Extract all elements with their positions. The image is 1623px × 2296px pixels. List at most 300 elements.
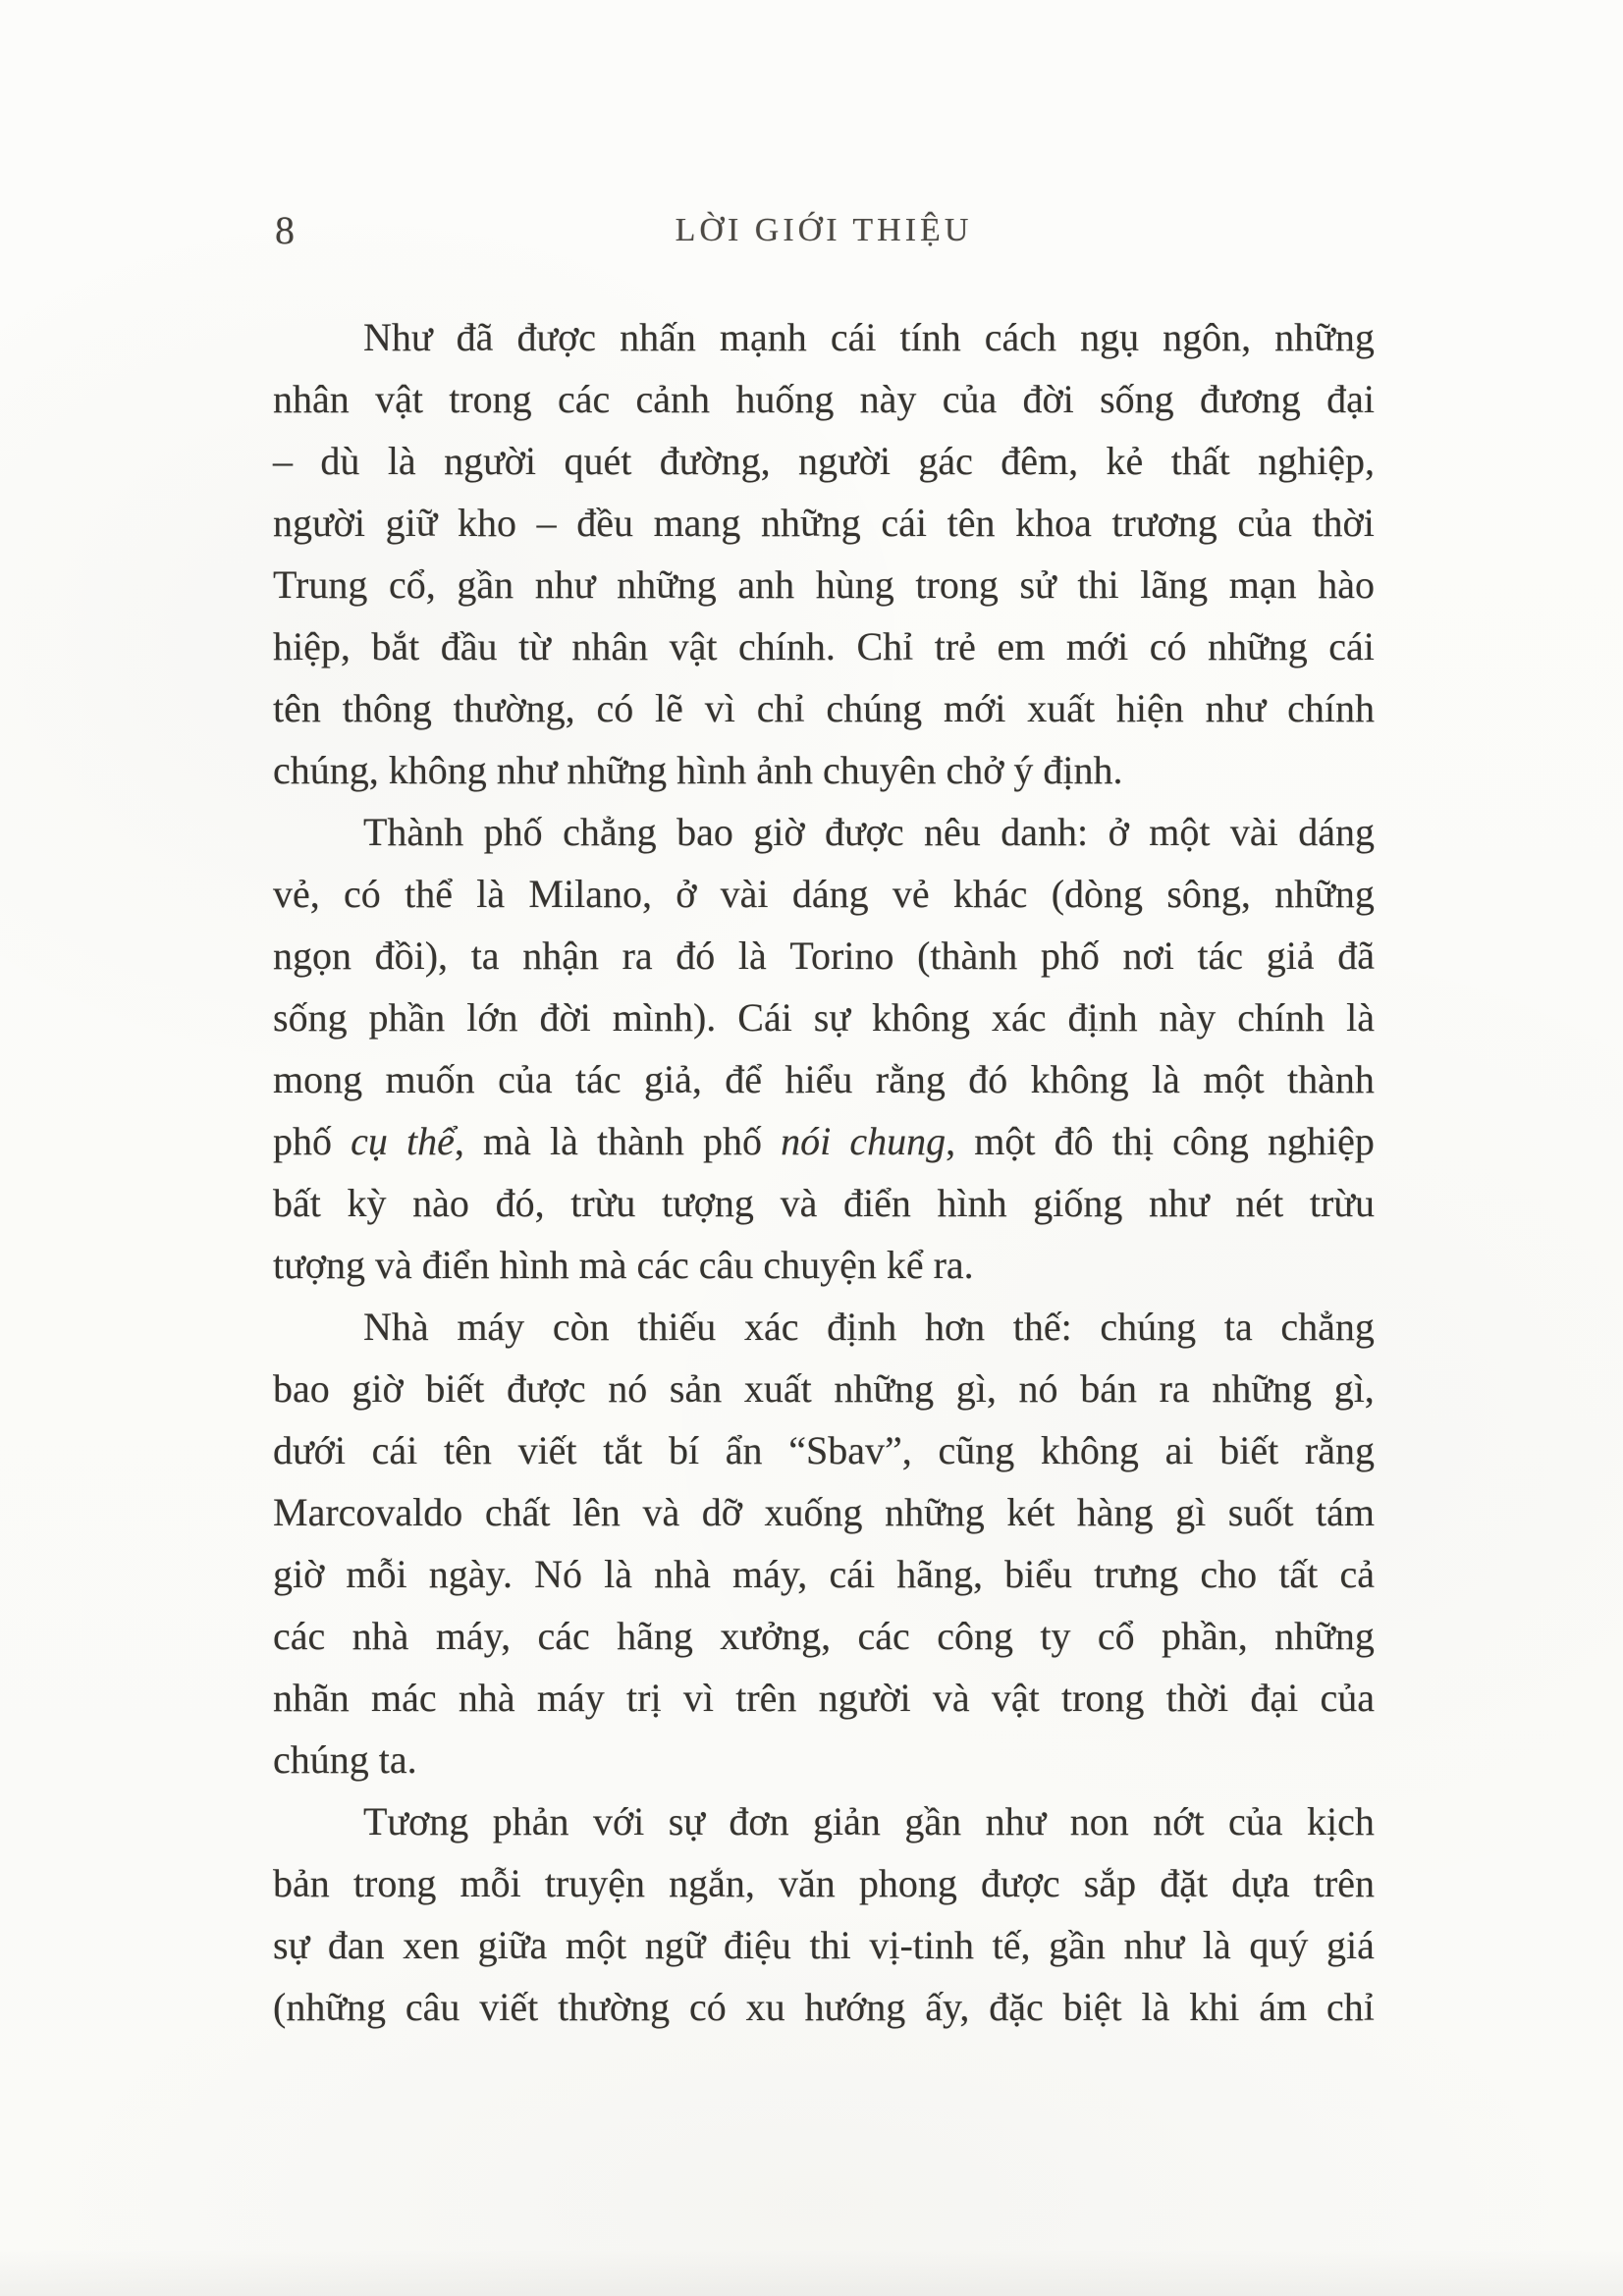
word: bao	[676, 810, 733, 854]
word: máy,	[435, 1614, 512, 1658]
running-header	[273, 201, 1375, 260]
word: ngày.	[428, 1552, 513, 1596]
word: giả,	[644, 1057, 702, 1101]
word: thông	[342, 686, 432, 730]
word: vì	[682, 1676, 714, 1720]
word: nghiệp	[1268, 1119, 1375, 1163]
word: Marcovaldo	[273, 1490, 463, 1534]
word: gì	[1175, 1490, 1207, 1534]
word: mỗi	[460, 1861, 521, 1905]
word: mà	[483, 1119, 531, 1163]
word: chỉ	[1325, 1985, 1375, 2029]
word: máy,	[732, 1552, 808, 1596]
word: cả	[1339, 1552, 1375, 1596]
word: như	[534, 562, 596, 607]
word: nhân	[273, 377, 350, 421]
word: gần	[904, 1799, 962, 1843]
word: khoa	[1015, 501, 1092, 545]
word: tượng	[661, 1181, 754, 1225]
word: kịch	[1306, 1799, 1375, 1843]
word: các	[557, 377, 611, 421]
word: Milano,	[528, 872, 652, 916]
word: nó	[608, 1366, 648, 1411]
word: sự	[273, 1923, 310, 1967]
word: các	[537, 1614, 590, 1658]
word: thất	[1170, 439, 1230, 483]
word: được	[825, 810, 904, 854]
word: và	[932, 1676, 970, 1720]
word: ấy,	[925, 1985, 970, 2029]
word: mác	[371, 1676, 437, 1720]
text-line	[273, 925, 1375, 987]
word: có	[1149, 624, 1187, 668]
word: muốn	[385, 1057, 475, 1101]
word: sản	[669, 1366, 723, 1411]
word: rằng	[1304, 1428, 1375, 1472]
word: tên	[443, 1428, 492, 1472]
word: trên	[1313, 1861, 1375, 1905]
text-line	[273, 615, 1375, 677]
word: trừu	[1309, 1181, 1375, 1225]
word: ra	[1159, 1366, 1190, 1411]
word: giá	[1325, 1923, 1375, 1967]
word: câu	[405, 1985, 460, 2029]
body-text	[273, 306, 1375, 2038]
word: kỳ	[347, 1181, 387, 1225]
text-line	[273, 1172, 1375, 1234]
word: huống	[735, 377, 835, 421]
word: ngụ	[1080, 315, 1140, 359]
word: đời	[1022, 377, 1074, 421]
word: (thành	[917, 934, 1018, 978]
word: –	[536, 501, 557, 545]
word: tất	[1278, 1552, 1319, 1596]
word: bí	[668, 1428, 700, 1472]
word: rằng	[875, 1057, 946, 1101]
word: được	[516, 315, 597, 359]
word: những	[1274, 315, 1375, 359]
word: này	[1159, 995, 1217, 1040]
word: trừu	[570, 1181, 636, 1225]
word: ngắn,	[669, 1861, 755, 1905]
word: thị	[1111, 1119, 1154, 1163]
word: nhận	[522, 934, 599, 978]
word: trưng	[1094, 1552, 1179, 1596]
word: từ	[518, 624, 551, 668]
word: ám	[1259, 1985, 1308, 2029]
word: và	[642, 1490, 680, 1534]
word: biết	[425, 1366, 485, 1411]
word: dáng	[791, 872, 869, 916]
word: đương	[1199, 377, 1301, 421]
word: cách	[984, 315, 1057, 359]
word: có	[688, 1985, 727, 2029]
word: biết	[1219, 1428, 1279, 1472]
scan-shadow	[0, 2249, 1623, 2296]
word: như	[1205, 686, 1267, 730]
word: cái	[829, 1552, 876, 1596]
word: đầu	[440, 624, 498, 668]
word: gì,	[955, 1366, 997, 1411]
word: vật	[991, 1676, 1040, 1720]
word: có	[344, 872, 381, 916]
word: thể	[405, 872, 453, 916]
word: dựa	[1231, 1861, 1290, 1905]
word: mang	[653, 501, 741, 545]
word: hướng	[804, 1985, 906, 2029]
word: chúng	[1100, 1305, 1197, 1349]
word: trị	[626, 1676, 662, 1720]
word: cái	[881, 501, 927, 545]
word: những	[1274, 872, 1375, 916]
word: mới	[1065, 624, 1129, 668]
word: thời	[1165, 1676, 1229, 1720]
word: đô	[1054, 1119, 1094, 1163]
word: cũng	[938, 1428, 1015, 1472]
word: tính	[899, 315, 961, 359]
word: máy	[536, 1676, 605, 1720]
word: hình	[937, 1181, 1007, 1225]
word: xuống	[764, 1490, 863, 1534]
word: công	[937, 1614, 1013, 1658]
text-line	[273, 1358, 1375, 1419]
word: thường	[558, 1985, 671, 2029]
word: gần	[1049, 1923, 1106, 1967]
text-line: tượng và điển hình mà các câu chuyện kể ra.	[273, 1243, 974, 1287]
word: là	[604, 1552, 632, 1596]
word: dù	[320, 439, 360, 483]
word: nó	[1018, 1366, 1058, 1411]
word: cổ,	[388, 562, 436, 607]
word: sông,	[1166, 872, 1251, 916]
word: các	[273, 1614, 326, 1658]
word: (những	[273, 1985, 386, 2029]
word: cụ	[351, 1119, 388, 1163]
word: giữ	[385, 501, 438, 545]
text-line	[273, 1419, 1375, 1481]
word: phần	[368, 995, 446, 1040]
word: mạn	[1228, 562, 1297, 607]
word: ngữ	[644, 1923, 706, 1967]
text-line	[273, 1481, 1375, 1543]
text-line	[273, 1605, 1375, 1667]
word: ty	[1040, 1614, 1071, 1658]
word: hãng,	[896, 1552, 983, 1596]
word: xuất	[1027, 686, 1096, 730]
word: phố	[273, 1119, 332, 1163]
word: cái	[371, 1428, 418, 1472]
text-line	[273, 863, 1375, 925]
word: phong	[858, 1861, 957, 1905]
word: đường,	[659, 439, 771, 483]
word: nớt	[1153, 1799, 1205, 1843]
word: dưới	[273, 1428, 346, 1472]
word: ai	[1164, 1428, 1194, 1472]
word: đã	[456, 315, 494, 359]
word: phố	[703, 1119, 763, 1163]
word: cảnh	[635, 377, 711, 421]
word: người	[273, 501, 365, 545]
word: nhấn	[620, 315, 696, 359]
word: mong	[273, 1057, 363, 1101]
word: (dòng	[1051, 872, 1144, 916]
word: đặc	[989, 1985, 1044, 2029]
word: hiểu	[784, 1057, 853, 1101]
word: ngọn	[273, 934, 352, 978]
word: của	[942, 377, 998, 421]
word: Chỉ	[856, 624, 914, 668]
word: thường,	[453, 686, 575, 730]
word: Trung	[273, 562, 368, 607]
word: để	[725, 1057, 763, 1101]
word: một	[1203, 1057, 1265, 1101]
word: chính.	[738, 624, 836, 668]
word: vì	[704, 686, 735, 730]
word: gác	[918, 439, 973, 483]
word: Thành	[363, 810, 464, 854]
word: nét	[1235, 1181, 1284, 1225]
word: ngôn,	[1163, 315, 1252, 359]
word: trương	[1111, 501, 1217, 545]
word: khác	[952, 872, 1028, 916]
text-line	[273, 368, 1375, 430]
word: hào	[1318, 562, 1375, 607]
paragraph	[273, 1296, 1375, 1790]
word: người	[818, 1676, 911, 1720]
word: hiệp,	[273, 624, 351, 668]
word: mới	[943, 686, 1006, 730]
word: khi	[1189, 1985, 1240, 2029]
word: giờ	[273, 1552, 325, 1596]
word: kẻ	[1106, 439, 1144, 483]
word: chẳng	[1280, 1305, 1375, 1349]
word: như	[1123, 1923, 1185, 1967]
word: két	[1006, 1490, 1055, 1534]
word: vẻ,	[273, 872, 320, 916]
word: giản	[813, 1799, 881, 1843]
word: hàng	[1076, 1490, 1154, 1534]
word: người	[444, 439, 537, 483]
word: kho	[457, 501, 516, 545]
word: không	[1040, 1428, 1139, 1472]
word: đồi),	[374, 934, 449, 978]
text-line: chúng, không như những hình ảnh chuyên chở ý định.	[273, 748, 1123, 792]
word: là	[1141, 1985, 1170, 2029]
word: Cái	[737, 995, 792, 1040]
word: định	[827, 1305, 897, 1349]
word: là	[550, 1119, 578, 1163]
word: xen	[403, 1923, 460, 1967]
word: đều	[576, 501, 633, 545]
word: những	[761, 501, 861, 545]
word: chính	[1287, 686, 1375, 730]
word: sự	[668, 1799, 705, 1843]
word: giờ	[352, 1366, 404, 1411]
word: vật	[669, 624, 718, 668]
word: quý	[1249, 1923, 1309, 1967]
word: đại	[1326, 377, 1375, 421]
word: là	[387, 439, 416, 483]
word: ở	[676, 872, 697, 916]
word: chẳng	[563, 810, 657, 854]
word: em	[997, 624, 1046, 668]
word: như	[985, 1799, 1047, 1843]
word: như	[1149, 1181, 1210, 1225]
word: đại	[1250, 1676, 1299, 1720]
word: tắt	[603, 1428, 643, 1472]
word: với	[592, 1799, 645, 1843]
word: xu	[745, 1985, 785, 2029]
word: những	[885, 1490, 985, 1534]
word: nhà	[654, 1552, 711, 1596]
word: xác	[991, 995, 1047, 1040]
word: những	[1208, 624, 1308, 668]
word: thiếu	[637, 1305, 717, 1349]
word: chung,	[849, 1119, 956, 1163]
text-line	[273, 677, 1375, 739]
text-line	[273, 987, 1375, 1048]
word: nhà	[352, 1614, 409, 1658]
word: một	[1149, 810, 1211, 854]
word: là	[1152, 1057, 1180, 1101]
word: trên	[735, 1676, 797, 1720]
word: một	[974, 1119, 1036, 1163]
text-line	[273, 306, 1375, 368]
word: phản	[492, 1799, 569, 1843]
word: quét	[564, 439, 632, 483]
word: tác	[574, 1057, 622, 1101]
word: tám	[1316, 1490, 1375, 1534]
word: gần	[457, 562, 514, 607]
paragraph	[273, 801, 1375, 1296]
word: lãng	[1140, 562, 1209, 607]
word: ở	[1108, 810, 1129, 854]
word: ta	[1223, 1305, 1253, 1349]
word: định	[1067, 995, 1138, 1040]
word: đêm,	[1001, 439, 1079, 483]
word: và	[780, 1181, 818, 1225]
word: sống	[273, 995, 348, 1040]
word: xưởng,	[720, 1614, 832, 1658]
word: là	[1202, 1923, 1231, 1967]
word: ta	[470, 934, 500, 978]
word: thi	[809, 1923, 851, 1967]
word: sự	[813, 995, 851, 1040]
word: nơi	[1122, 934, 1174, 978]
word: Nhà	[363, 1305, 429, 1349]
word: tên	[947, 501, 996, 545]
text-line	[273, 1296, 1375, 1358]
word: Tương	[363, 1799, 469, 1843]
word: cái	[830, 315, 877, 359]
word: đó	[676, 934, 716, 978]
text-line	[273, 492, 1375, 554]
word: sắp	[1083, 1861, 1137, 1905]
word: biệt	[1062, 1985, 1122, 2029]
text-line	[273, 1914, 1375, 1976]
word: ẩn	[725, 1428, 763, 1472]
word: những	[834, 1366, 935, 1411]
word: phố	[483, 810, 543, 854]
word: vài	[1229, 810, 1278, 854]
text-line	[273, 1048, 1375, 1110]
word: giờ	[753, 810, 805, 854]
text-line: chúng ta.	[273, 1737, 417, 1782]
word: đơn	[729, 1799, 789, 1843]
word: công	[1172, 1119, 1249, 1163]
word: máy	[457, 1305, 525, 1349]
word: được	[981, 1861, 1060, 1905]
word: những	[1212, 1366, 1313, 1411]
word: chỉ	[756, 686, 805, 730]
word: đó	[968, 1057, 1008, 1101]
word: phần,	[1162, 1614, 1248, 1658]
word: thi	[1077, 562, 1119, 607]
word: điệu	[724, 1923, 791, 1967]
word: chất	[484, 1490, 551, 1534]
word: nhà	[458, 1676, 515, 1720]
word: trẻ	[934, 624, 976, 668]
word: không	[872, 995, 970, 1040]
word: một	[565, 1923, 627, 1967]
word: thế:	[1012, 1305, 1072, 1349]
word: lên	[572, 1490, 621, 1534]
word: giống	[1033, 1181, 1123, 1225]
word: đời	[539, 995, 591, 1040]
text-line	[273, 1667, 1375, 1729]
word: truyện	[544, 1861, 645, 1905]
word: ra	[622, 934, 653, 978]
word: của	[498, 1057, 553, 1101]
page-number: 8	[275, 208, 295, 252]
word: bản	[273, 1861, 330, 1905]
word: sử	[1019, 562, 1056, 607]
text-line	[273, 1852, 1375, 1914]
word: hùng	[815, 562, 894, 607]
word: nào	[412, 1181, 469, 1225]
word: –	[273, 439, 293, 483]
word: Nó	[534, 1552, 582, 1596]
word: danh:	[1001, 810, 1089, 854]
word: trong	[352, 1861, 437, 1905]
word: bao	[273, 1366, 330, 1411]
word: còn	[552, 1305, 610, 1349]
word: không	[1030, 1057, 1129, 1101]
word: mình).	[612, 995, 717, 1040]
word: tế,	[992, 1923, 1031, 1967]
word: hơn	[924, 1305, 986, 1349]
word: nghiệp,	[1258, 439, 1375, 483]
word: biểu	[1004, 1552, 1072, 1596]
word: non	[1069, 1799, 1129, 1843]
word: “Sbav”,	[788, 1428, 912, 1472]
text-line	[273, 801, 1375, 863]
word: có	[596, 686, 634, 730]
word: đã	[1337, 934, 1375, 978]
word: vài	[720, 872, 769, 916]
word: của	[1237, 501, 1292, 545]
word: được	[506, 1366, 586, 1411]
word: viết	[517, 1428, 577, 1472]
text-line	[273, 1543, 1375, 1605]
word: vẻ	[892, 872, 930, 916]
word: tác	[1197, 934, 1244, 978]
word: lẽ	[655, 686, 683, 730]
word: giữa	[477, 1923, 548, 1967]
text-line	[273, 1976, 1375, 2038]
word: những	[617, 562, 717, 607]
word: suốt	[1227, 1490, 1294, 1534]
